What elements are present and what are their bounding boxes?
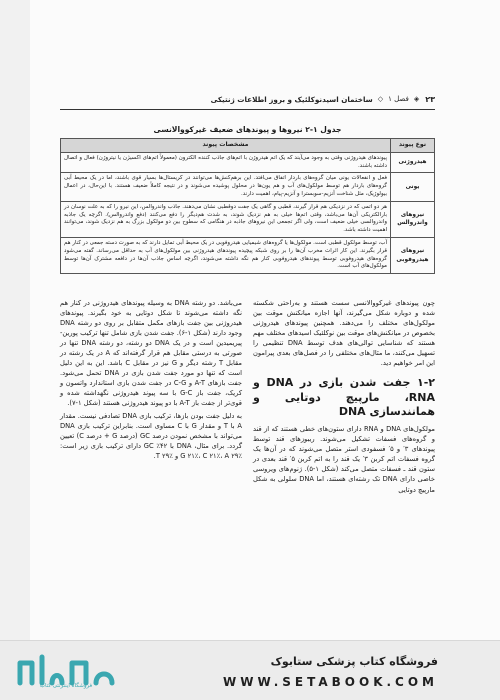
body-paragraph: مولکول‌های DNA و RNA دارای ستون‌های خطی هستند که از قند و گروه‌های فسفات تشکیل می‌شوند. ریبوزهای قند توسط پیوندهای ۳′ و ۵′ فسفودی استر متصل می‌شوند که در آن‌ها یک گروه فسفات اتم کربن ۳′ یک قند را به اتم کربن ۵′ قند بعدی در ستون قند ـ فسفات متصل می‌کند (شکل ۱-۵). ژنوم‌های ویروسی خاصی دارای DNA تک رشته‌ای هستند، اما DNA سلولی به شکل مارپیچ دوتایی — [253, 425, 435, 494]
shop-name: فروشگاه کتاب پزشکی ستابوک — [270, 655, 438, 668]
bond-desc: فعل و انفعالات یونی میان گروه‌های باردار اتفاق می‌افتد. این برهم‌کنش‌ها می‌توانند در کریستال‌ها بسیار قوی باشند، اما در یک محیط آبی گروه‌های باردار هم توسط مولکول‌های آب و هم یون‌ها در محلول پوشیده می‌شوند و در نتیجه کاملاً ضعیف هستند. با این‌حال، در اعمال بیولوژیک، مثل شناخت آنزیم-سوبسترا و آنزیم-پیام، اهمیت دارند. — [61, 173, 391, 201]
header-bond-type: نوع پیوند — [391, 139, 435, 153]
chapter-title: ساختمان اسیدنوکلئیک و بروز اطلاعات ژنتیکی — [210, 94, 373, 104]
table-header-row — [61, 139, 435, 153]
base-pairing-paragraph: می‌باشد. دو رشته DNA به وسیله پیوندهای هیدروژنی در کنار هم نگه داشته می‌شوند تا شکل دوتایی به خود بگیرند. پیوندهای هیدروژنی بین جفت بازهای مکمل متقابل بر روی دو رشته DNA وجود دارند (شکل ۱-۶). جفت شدن بازی شامل تنها ترکیب پورین-پیریمیدین است و در یک DNA دو رشته، دو رشته DNA تنها در صورتی به درستی مقابل هم قرار گرفته‌اند که A در یک رشته در مقابل T رشته دیگر و G نیز در مقابل C باشد. این به این دلیل است که تنها دو مورد جفت شدن بازی در DNA تحمل می‌شود. جفت بازهای A-T و C-G در جفت شدن بازی استاندارد واتسون و کریک، جفت باز G-C با سه پیوند هیدروژنی نگهداشته شده و قوی‌تر از جفت باز A-T با دو پیوند هیدروژنی هستند (شکل ۱-۷). — [60, 299, 243, 408]
table-row — [61, 237, 435, 273]
shop-footer — [0, 640, 500, 700]
bonds-table — [60, 138, 435, 274]
running-header — [60, 92, 435, 106]
header-bond-desc: مشخصات پیوند — [61, 139, 391, 153]
page-number: ۲۳ — [425, 94, 435, 104]
bond-desc: آب، توسط مولکول قطبی است. مولکول‌ها یا گروه‌های شیمیایی هیدروفوبی در یک محیط آبی تمایل دارند که به صورت دسته جمعی در کنار هم قرار بگیرند. این کار اثرات مخرب آن‌ها را بر روی شبکه پیچیده پیوندهای هیدروژنی بین مولکول‌های آب به حداقل می‌رساند. گفته می‌شود گروه‌های هیدروفوبی توسط پیوندهای هیدروفوبی کنار هم نگه داشته می‌شوند، اگرچه اساس جاذب آن‌ها در دافعه مشترک آن‌ها توسط مولکول‌های آب است. — [61, 237, 391, 273]
base-composition-paragraph: به دلیل جفت بودن بازها، ترکیب بازی DNA تصادفی نیست. مقدار A با T و مقدار G با C مساوی است. بنابراین ترکیب بازی DNA می‌تواند با مشخص نمودن درصد GC (درصد G + درصد C) تعیین گردد. برای مثال، DNA با ۴۲٪ GC دارای ترکیب بازی زیر است: G ۲۱٪، C ۲۱٪، A ۲۹٪ و T ۲۹٪. — [60, 411, 243, 460]
bond-desc: هر دو اتمی که در نزدیکی هم قرار گیرند، قطبی و گاهی یک جفت دوقطبی نشان می‌دهند. ‌جاذب واندروالس، این نیرو را که به علت نوسان در بارالکتریکی آن‌ها می‌باشد، وقتی اتم‌ها خیلی به هم نزدیک شوند، به ‌شدت هم‌دیگر را دفع می‌کنند (دفع واندروالس). اگرچه یک جاذبه واندروالسی خیلی ضعیف است، ولی اگر تجمعی این نیروهای جاذبه در هنگامی که سطوح بین دو مولکول بزرگ به هم نزدیک شوند، می‌توانند اهمیت داشته باشد. — [61, 201, 391, 237]
table-title: جدول ۱-۲ نیروها و پیوندهای ضعیف غیرکووالانسی — [153, 125, 342, 134]
header-rule — [60, 109, 435, 110]
chapter-label: فصل ۱ — [388, 95, 409, 103]
section-heading: ۱-۲ جفت شدن بازی در DNA و RNA، مارپیچ دوتایی و همانندسازی DNA — [253, 376, 435, 418]
table-row — [61, 152, 435, 173]
ornament-icon: ◈ — [413, 95, 420, 103]
right-column — [253, 298, 435, 497]
left-column — [60, 298, 242, 463]
table-row — [61, 173, 435, 201]
intro-paragraph: چون پیوندهای غیرکووالانسی سست هستند و به‌راحتی شکسته شده و دوباره شکل می‌گیرند، آنها اجازه میانکنش موقت بین مولکول‌های مختلف را می‌دهند. همچنین پیوندهای هیدروژنی بخصوص در میانکنش‌های موقت بین نوکلئیک اسیدهای مختلف مهم هستند که شناسایی توالی‌های هدف توسط DNA تنظیمی را تسهیل می‌کنند، ما مثال‌های مختلفی را در فصل‌های بعدی پیرامون این امر خواهیم دید. — [253, 299, 435, 368]
bond-type: نیروهای هیدروفوبی — [391, 237, 435, 273]
shop-url-link[interactable]: WWW.SETABOOK.COM — [222, 675, 438, 689]
bond-type: یونی — [391, 173, 435, 201]
table-row — [61, 201, 435, 237]
bond-desc: پیوندهای هیدروژنی وقتی به وجود می‌آیند که یک اتم هیدروژن با اتم‌های جاذب کننده الکترون (معمولاً اتم‌های اکسیژن یا نیتروژن) فعال و اتصال داشته باشند. — [61, 152, 391, 173]
bond-type: هیدروژنی — [391, 152, 435, 173]
logo-tagline: فروشگاه اینترنتی کتاب — [39, 683, 93, 689]
separator-icon: ◇ — [377, 95, 384, 103]
bond-type: نیروهای واندروالس — [391, 201, 435, 237]
